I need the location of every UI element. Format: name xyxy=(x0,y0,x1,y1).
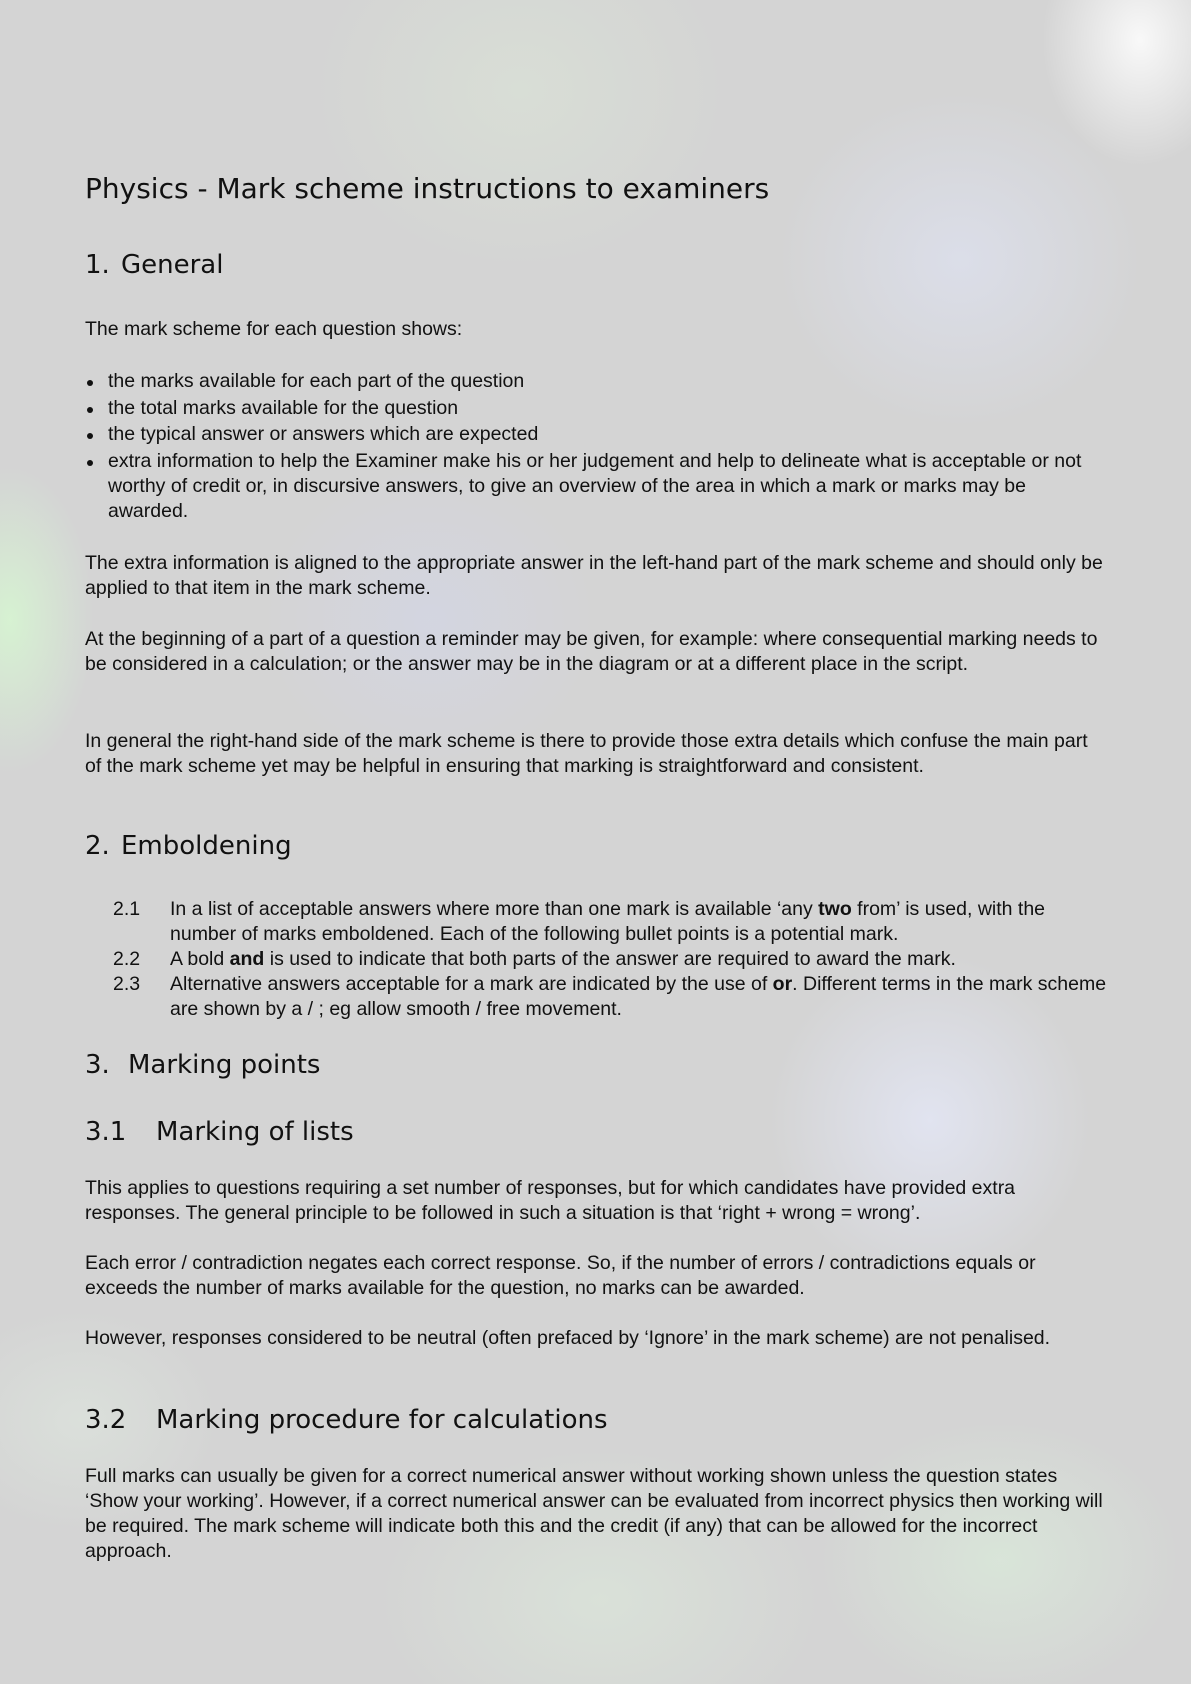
section-1-heading xyxy=(85,250,223,280)
section-3-1-paragraph-3: However, responses considered to be neutral (often prefaced by ‘Ignore’ in the mark scheme) are not penalised. xyxy=(85,1327,1051,1349)
section-3-1-number: 3.1 xyxy=(85,1117,127,1147)
section-3-2-heading xyxy=(85,1405,608,1435)
section-3-2-paragraph-1: Full marks can usually be given for a correct numerical answer without working shown unless the question states ‘Show your working’. However, if a correct numerical answer can be evaluated from incorrect physics then working will be required. The mark scheme will indicate both this and the credit (if any) that can be allowed for the incorrect approach. xyxy=(85,1465,1103,1562)
list-item: the typical answer or answers which are expected xyxy=(85,422,1105,447)
section-2-number: 2. xyxy=(85,831,110,861)
section-3-1-title: Marking of lists xyxy=(156,1117,354,1147)
list-item: 2.2 A bold and is used to indicate that both parts of the answer are required to award the mark. xyxy=(113,948,956,970)
bullet-icon xyxy=(87,433,93,439)
list-item: 2.1 In a list of acceptable answers where more than one mark is available ‘any two from’ is used, with the number of marks emboldened. Each of the following bullet points is a potential mark. xyxy=(113,898,1046,945)
section-3-2-number: 3.2 xyxy=(85,1405,127,1435)
section-2-numbered-list xyxy=(113,897,1113,1022)
section-2-heading xyxy=(85,831,292,861)
page-title: Physics - Mark scheme instructions to examiners xyxy=(85,172,770,205)
section-1-bullet-list xyxy=(85,369,1105,525)
list-item: the total marks available for the question xyxy=(85,396,1105,421)
item-number: 2.3 xyxy=(113,973,141,995)
section-3-1-paragraph-1: This applies to questions requiring a set number of responses, but for which candidates have provided extra responses. The general principle to be followed in such a situation is that ‘right + wrong = wrong’. xyxy=(85,1177,1016,1224)
section-1-paragraph-1: The extra information is aligned to the appropriate answer in the left-hand part of the mark scheme and should only be applied to that item in the mark scheme. xyxy=(85,552,1103,599)
section-1-number: 1. xyxy=(85,250,110,280)
section-2-title: Emboldening xyxy=(121,831,292,861)
bullet-icon xyxy=(87,407,93,413)
section-3-number: 3. xyxy=(85,1050,110,1080)
section-1-intro: The mark scheme for each question shows: xyxy=(85,318,463,340)
section-3-title: Marking points xyxy=(128,1050,321,1080)
list-item: 2.3 Alternative answers acceptable for a mark are indicated by the use of or. Different terms in the mark scheme are shown by a / ; eg allow smooth / free movement. xyxy=(113,973,1107,1020)
item-number: 2.1 xyxy=(113,898,141,920)
section-1-paragraph-2: At the beginning of a part of a question a reminder may be given, for example: where consequential marking needs to be considered in a calculation; or the answer may be in the diagram or at a different place in the script. xyxy=(85,628,1098,675)
bold-term: two xyxy=(818,898,852,920)
list-item: extra information to help the Examiner make his or her judgement and help to delineate what is acceptable or not worthy of credit or, in discursive answers, to give an overview of the area in which a mark or marks may be awarded. xyxy=(85,449,1105,524)
bold-term: or xyxy=(772,973,793,995)
section-3-2-title: Marking procedure for calculations xyxy=(156,1405,608,1435)
section-1-paragraph-3: In general the right-hand side of the mark scheme is there to provide those extra details which confuse the main part of the mark scheme yet may be helpful in ensuring that marking is straightforward and consistent. xyxy=(85,730,1088,777)
bold-term: and xyxy=(229,948,265,970)
item-number: 2.2 xyxy=(113,948,141,970)
section-3-heading xyxy=(85,1050,320,1080)
list-item: the marks available for each part of the question xyxy=(85,369,1105,394)
bullet-icon xyxy=(87,380,93,386)
section-3-1-paragraph-2: Each error / contradiction negates each correct response. So, if the number of errors / contradictions equals or exceeds the number of marks available for the question, no marks can be awarded. xyxy=(85,1252,1036,1299)
section-1-title: General xyxy=(121,250,224,280)
section-3-1-heading xyxy=(85,1117,354,1147)
bullet-icon xyxy=(87,460,93,466)
